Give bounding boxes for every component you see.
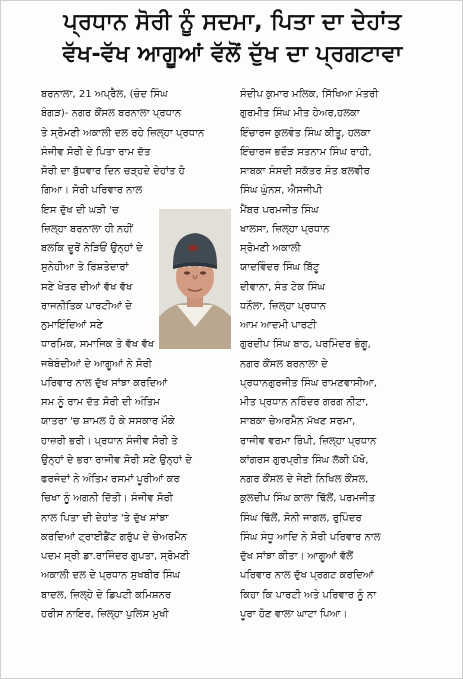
article-line: ਕਰਦਿਆਂ ਟ੍ਰਾਈਡੈਂਟ ਗਰੁੱਪ ਦੇ ਚੇਅਰਮੈਨ: [41, 531, 188, 543]
article-line: ਸਮ ਨੂੰ ਰਾਮ ਦੱਤ ਸੋਰੀ ਦੀ ਅੰਤਿਮ: [41, 397, 160, 408]
article-line: ਨਗਰ ਕੌਂਸਲ ਬਰਨਾਲਾ ਦੇ: [240, 358, 328, 370]
headline-line-2: ਵੱਖ-ਵੱਖ ਆਗੂਆਂ ਵੱਲੋਂ ਦੁੱਖ ਦਾ ਪ੍ਰਗਟਾਵਾ: [62, 41, 403, 67]
article-line: ਬੰਗੜ)- ਨਗਰ ਕੌਂਸਲ ਬਰਨਾਲਾ ਪ੍ਰਧਾਨ: [41, 108, 182, 120]
article-line: ਕੁਲਦੀਪ ਸਿੰਘ ਕਾਲਾ ਢਿੱਲੋਂ, ਪਰਮਜੀਤ: [240, 493, 376, 505]
article-line: ਸਣੇ ਖੇਤਰ ਦੀਆਂ ਵੱਖ ਵੱਖ: [41, 281, 133, 293]
article-line: ਗੁਰਦੀਪ ਸਿੰਘ ਬਾਠ, ਪਰਮਿੰਦਰ ਭੰਗੂ,: [240, 339, 371, 351]
article-line: ਸੰਦੀਪ ਕੁਮਾਰ ਮਲਿਕ, ਸਿੱਖਿਆ ਮੰਤਰੀ: [240, 89, 379, 100]
portrait-photo: [159, 209, 231, 349]
article-line: ਕਾਂਗਰਸ ਗੁਰਪ੍ਰੀਤ ਸਿੰਘ ਲੱਕੀ ਪੱਖੋ,: [240, 454, 369, 466]
article-line: ਪਰਿਵਾਰ ਨਾਲ ਦੁੱਖ ਪ੍ਰਗਟ ਕਰਦਿਆਂ: [240, 570, 374, 582]
article-line: ਯਾਦਵਿੰਦਰ ਸਿੰਘ ਬਿੱਟੂ: [240, 262, 320, 274]
portrait-of-elderly-man: [159, 209, 231, 349]
article-line: ਸਾਬਕਾ ਸੰਸਦੀ ਸਕੱਤਰ ਸੰਤ ਬਲਵੀਰ: [240, 166, 370, 177]
article-line: ਪਰਿਵਾਰ ਨਾਲ ਦੁੱਖ ਸਾਂਝਾ ਕਰਦਿਆਂ: [41, 377, 168, 389]
article-line: ਇੰਚਾਰਜ ਕੁਲਵੰਤ ਸਿੰਘ ਕੀਤੂ, ਹਲਕਾ: [240, 127, 371, 139]
article-line: ਦੀਵਾਨਾ, ਸੰਤ ਟੇਕ ਸਿੰਘ: [240, 281, 325, 293]
article-line: ਸੁਨੇਹੀਆ ਤੇ ਰਿਸ਼ਤੇਦਾਰਾਂ: [41, 262, 129, 274]
article-line: ਖਾਲਸਾ, ਜ਼ਿਲ੍ਹਾ ਪ੍ਰਧਾਨ: [240, 223, 330, 235]
article-line: ਗਿਆ। ਸੋਰੀ ਪਰਿਵਾਰ ਨਾਲ: [41, 185, 143, 197]
article-line: ਨਾਲ ਪਿਤਾ ਦੀ ਦੇਹਾਂਤ 'ਤੇ ਦੁੱਖ ਸਾਂਝਾ: [41, 512, 169, 524]
headline: [7, 6, 458, 70]
article-line: ਨਗਰ ਕੌਂਸਲ ਦੇ ਜੇਈ ਨਿਖਿਲ ਕੌਂਸਲ,: [240, 474, 369, 485]
article-line: ਇਸ ਦੁੱਖ ਦੀ ਘੜੀ 'ਚ: [41, 204, 119, 216]
article-line: ਤੇ ਸ੍ਰੋਮਣੀ ਅਕਾਲੀ ਦਲ ਰਹੇ ਜ਼ਿਲ੍ਹਾ ਪ੍ਰਧਾਨ: [41, 127, 205, 139]
article-line: ਬਾਦਲ, ਜ਼ਿਲ੍ਹੇ ਦੇ ਡਿਪਟੀ ਕਮਿਸ਼ਨਰ: [41, 589, 172, 601]
article-line: ਰਾਜੀਵ ਵਰਮਾ ਰਿੰਪੀ, ਜ਼ਿਲ੍ਹਾ ਪ੍ਰਧਾਨ: [240, 435, 377, 447]
article-line: ਧਨੌਲਾ, ਜ਼ਿਲ੍ਹਾ ਪ੍ਰਧਾਨ: [240, 300, 327, 312]
article-line: ਆਮ ਆਦਮੀ ਪਾਰਟੀ: [240, 320, 317, 331]
article-line: ਪਦਮ ਸ੍ਰੀ ਡਾ.ਰਾਜਿੰਦਰ ਗੁਪਤਾ, ਸ੍ਰੋਮਣੀ: [41, 551, 190, 562]
article-line: ਅਕਾਲੀ ਦਲ ਦੇ ਪ੍ਰਧਾਨ ਸੁਖਬੀਰ ਸਿੰਘ: [41, 570, 181, 582]
article-line: ਯਾਤਰਾ 'ਚ ਸ਼ਾਮਲ ਹੋ ਕੇ ਸਸਕਾਰ ਮੌਕੇ: [41, 416, 175, 428]
article-line: ਸ੍ਰੋਮਣੀ ਅਕਾਲੀ: [240, 243, 301, 254]
article-line: ਰਾਜਨੀਤਿਕ ਪਾਰਟੀਆਂ ਦੇ: [41, 300, 132, 312]
article-line: ਸਿੰਘ ਘੁੰਨਸ, ਐਸਜੀਪੀ: [240, 185, 323, 197]
article-right-column: [240, 85, 452, 624]
article-line: ਚਿਖਾ ਨੂੰ ਅਗਨੀ ਦਿੱਤੀ। ਸੰਜੀਵ ਸੋਰੀ: [41, 493, 173, 505]
article-line: ਗੁਰਮੀਤ ਸਿੰਘ ਮੀਤ ਹੇਅਰ,ਹਲਕਾ: [240, 108, 360, 120]
article-line: ਸਿੰਘ ਢਿੱਲੋਂ, ਸੋਨੀ ਜਾਗਲ, ਰੁਪਿੰਦਰ: [240, 512, 362, 524]
article-line: ਦੁੱਖ ਸਾਂਝਾ ਕੀਤਾ। ਆਗੂਆਂ ਵੱਲੋਂ: [240, 551, 353, 562]
article-line: ਹਰੀਸ ਨਾਇਰ, ਜ਼ਿਲ੍ਹਾ ਪੁਲਿਸ ਮੁਖੀ: [41, 608, 169, 620]
article-line: ਹਾਜ਼ਰੀ ਭਰੀ। ਪ੍ਰਧਾਨ ਸੰਜੀਵ ਸੋਰੀ ਤੇ: [41, 435, 178, 447]
article-line: ਕਿਹਾ ਕਿ ਪਾਰਟੀ ਅਤੇ ਪਰਿਵਾਰ ਨੂੰ ਨਾ: [240, 589, 377, 601]
article-line: ਇੰਚਾਰਜ ਭਦੌੜ ਸਤਨਾਮ ਸਿੰਘ ਰਾਹੀ,: [240, 146, 372, 158]
article-line: ਜਥੇਬੰਦੀਆਂ ਦੇ ਆਗੂਆਂ ਨੇ ਸੋਰੀ: [41, 358, 152, 370]
article-line: ਫਰਜੰਦਾਂ ਨੇ ਅੰਤਿਮ ਰਸਮਾਂ ਪੂਰੀਆਂ ਕਰ: [41, 474, 180, 485]
article-line: ਧਾਰਮਿਕ, ਸਮਾਜਿਕ ਤੇ ਵੱਖ ਵੱਖ: [41, 339, 155, 351]
article-line: ਮੀਤ ਪ੍ਰਧਾਨ ਨਰਿੰਦਰ ਗਰਗ ਨੀਟਾ,: [240, 397, 369, 408]
article-line: ਸਿੰਘ ਸੰਧੂ ਆਦਿ ਨੇ ਸੋਰੀ ਪਰਿਵਾਰ ਨਾਲ: [240, 531, 381, 543]
article-line: ਉਨ੍ਹਾਂ ਦੇ ਭਰਾ ਰਾਜੀਵ ਸੋਰੀ ਸਣੇ ਉਨ੍ਹਾਂ ਦੇ: [41, 454, 192, 466]
article-line: ਮੈਂਬਰ ਪਰਮਜੀਤ ਸਿੰਘ: [240, 204, 319, 216]
article-line: ਪੂਰਾ ਹੋਣ ਵਾਲਾ ਘਾਟਾ ਪਿਆ।: [240, 608, 348, 620]
article-left-column: [41, 85, 231, 624]
article-line: ਸੋਰੀ ਦਾ ਬੁੱਧਵਾਰ ਦਿਨ ਚੜ੍ਹਦੇ ਦੇਹਾਂਤ ਹੋ: [41, 166, 185, 177]
article-line: ਜ਼ਿਲ੍ਹਾ ਬਰਨਾਲਾ ਹੀ ਨਹੀਂ: [41, 223, 133, 235]
article-line: ਬਰਨਾਲਾ, 21 ਅਪ੍ਰੈਲ, (ਚੰਦ ਸਿੰਘ: [41, 89, 168, 100]
article-line: ਪ੍ਰਧਾਨਗੁਰਜੀਤ ਸਿੰਘ ਰਾਮਣਵਾਸੀਆ,: [240, 377, 378, 389]
article-line: ਸਾਬਕਾ ਚੇਅਰਮੈਨ ਮੱਖਣ ਸਰਮਾ,: [240, 416, 356, 428]
headline-line-1: ਪ੍ਰਧਾਨ ਸੋਰੀ ਨੂੰ ਸਦਮਾ, ਪਿਤਾ ਦਾ ਦੇਹਾਂਤ: [63, 9, 402, 35]
article-line: ਨੁਮਾਇੰਦਿਆਂ ਸਣੇ: [41, 320, 104, 331]
article-line: ਸੰਜੀਵ ਸੋਰੀ ਦੇ ਪਿਤਾ ਰਾਮ ਦੱਤ: [41, 146, 151, 158]
article-line: ਬਲਕਿ ਦੂਰੋਂ ਨੇੜਿਓਂ ਉਨ੍ਹਾਂ ਦੇ: [41, 243, 143, 254]
